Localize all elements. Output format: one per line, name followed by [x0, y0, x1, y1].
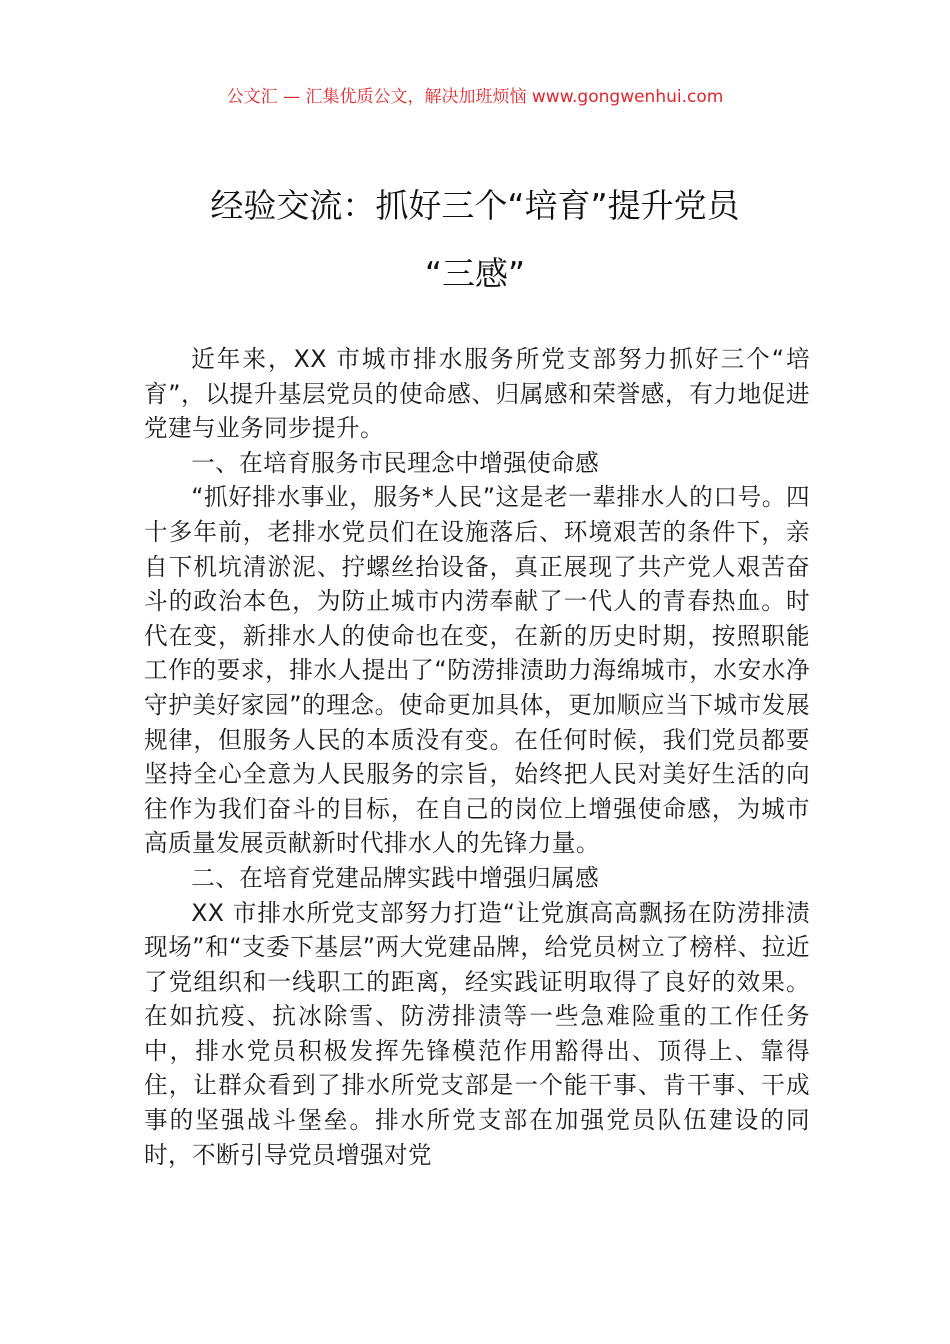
paragraph-section-1: “抓好排水事业，服务*人民”这是老一辈排水人的口号。四十多年前，老排水党员们在设施落后、环境艰苦的条件下，亲自下机坑清淤泥、拧螺丝抬设备，真正展现了共产党人艰苦奋斗的政治本色，为防止城市内涝奉献了一代人的青春热血。时代在变，新排水人的使命也在变，在新的历史时期，按照职能工作的要求，排水人提出了“防涝排渍助力海绵城市，水安水净守护美好家园”的理念。使命更加具体，更加顺应当下城市发展规律，但服务人民的本质没有变。在任何时候，我们党员都要坚持全心全意为人民服务的宗旨，始终把人民对美好生活的向往作为我们奋斗的目标，在自己的岗位上增强使命感，为城市高质量发展贡献新时代排水人的先锋力量。: [144, 483, 810, 858]
document-title: [100, 172, 850, 308]
title-line-1: 经验交流：抓好三个“培育”提升党员: [210, 186, 740, 225]
document-body: [144, 342, 810, 1172]
header-banner[interactable]: 公文汇 — 汇集优质公文，解决加班烦恼 www.gongwenhui.com: [226, 87, 724, 107]
title-line-2: “三感”: [424, 254, 526, 293]
section-heading-2: 二、在培育党建品牌实践中增强归属感: [191, 863, 600, 892]
section-heading-1: 一、在培育服务市民理念中增强使命感: [191, 448, 600, 477]
paragraph-section-2: XX 市排水所党支部努力打造“让党旗高高飘扬在防涝排渍现场”和“支委下基层”两大党建品牌，给党员树立了榜样、拉近了党组织和一线职工的距离，经实践证明取得了良好的效果。在如抗疫、抗冰除雪、防涝排渍等一些急难险重的工作任务中，排水党员积极发挥先锋模范作用豁得出、顶得上、靠得住，让群众看到了排水所党支部是一个能干事、肯干事、干成事的坚强战斗堡垒。排水所党支部在加强党员队伍建设的同时，不断引导党员增强对党: [144, 898, 810, 1169]
paragraph-intro: 近年来，XX 市城市排水服务所党支部努力抓好三个“培育”，以提升基层党员的使命感、归属感和荣誉感，有力地促进党建与业务同步提升。: [144, 345, 810, 443]
